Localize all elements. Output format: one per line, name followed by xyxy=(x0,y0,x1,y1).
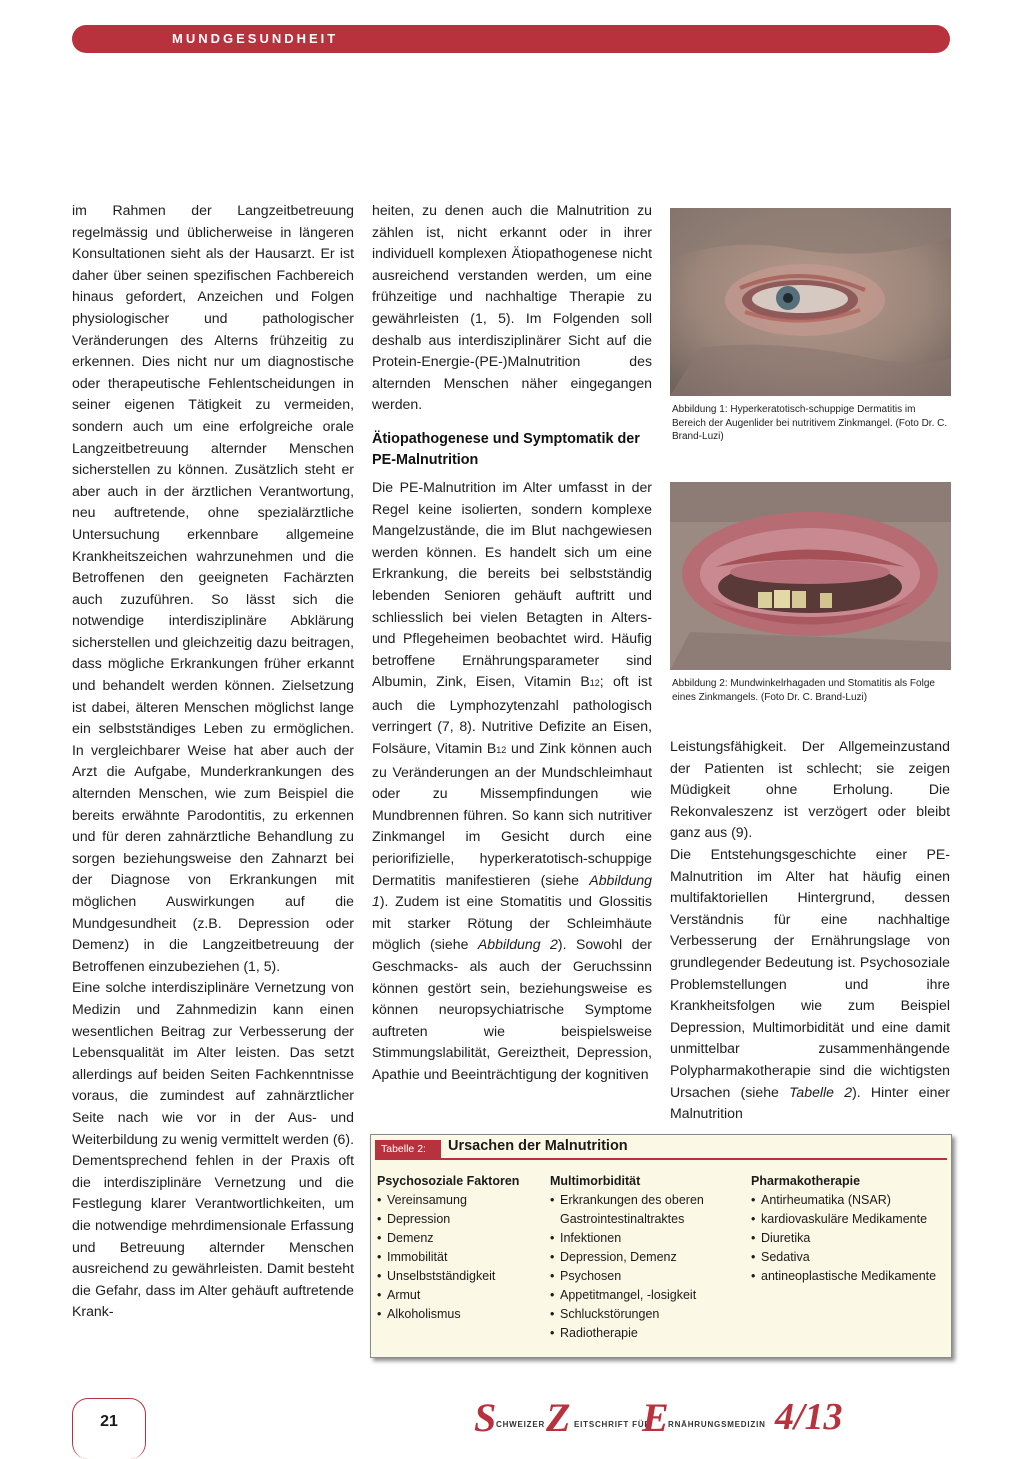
section-label: MUNDGESUNDHEIT xyxy=(172,31,339,46)
list-item: • kardiovaskuläre Medikamente xyxy=(751,1210,949,1229)
table-divider xyxy=(375,1158,947,1160)
list-item: • Erkrankungen des oberen Gastrointestinaltraktes xyxy=(550,1191,748,1229)
table-column-heading: Psychosoziale Faktoren xyxy=(377,1174,520,1188)
list-item: • Depression, Demenz xyxy=(550,1248,748,1267)
list-item: • Diuretika xyxy=(751,1229,949,1248)
paragraph: im Rahmen der Langzeitbetreuung regelmässig und üblicherweise in längeren Konsultationen sieht als der Hausarzt. Er ist daher über seinen spezifischen Fachbereich hinaus gefordert, Anzeichen und Folgen physiologischer und pathologischer Veränderungen des Alterns frühzeitig zu erkennen. Dies nicht nur um diagnostische oder therapeutische Fehlentscheidungen in seiner eigenen Tätigkeit zu vermeiden, sondern auch um eine erfolgreiche orale Langzeitbetreuung alternder Menschen sicherstellen zu können. Zusätzlich steht er aber auch in der ärztlichen Verantwortung, neu auftretende, ohne spezialärztliche Untersuchung erkennbare allgemeine Krankheitszeichen wahrzunehmen und die Betroffenen den geeigneten Fachärzten auch zuzuführen. So lässt sich die notwendige interdisziplinäre Abklärung sicherstellen und gleichzeitig dazu beitragen, dass mögliche Erkrankungen früher erkannt und behandelt werden können. Zielsetzung ist dabei, älteren Menschen möglichst lange ein selbstständiges Leben zu ermöglichen. In vergleichbarer Weise hat aber auch der Arzt die Aufgabe, Munderkrankungen des alternden Menschen, wie zum Beispiel die bereits erwähnte Parodontitis, zu erkennen und für deren zahnärztliche Behandlung zu sorgen beziehungsweise den Zahnarzt bei der Diagnose von Erkrankungen mit möglichen Auswirkungen auf die Mundgesundheit (z.B. Depression oder Demenz) in die Langzeitbetreuung der Betroffenen einzubeziehen (1, 5). xyxy=(72,202,354,974)
mouth-stomatitis-photo xyxy=(670,482,951,670)
table-column-psychosocial xyxy=(377,1172,547,1324)
table-column-multimorbidity xyxy=(550,1172,748,1343)
journal-initial: S xyxy=(474,1395,497,1440)
list-item: • Schluckstörungen xyxy=(550,1305,748,1324)
figure-1-photo xyxy=(670,208,951,396)
list-item: • Psychosen xyxy=(550,1267,748,1286)
page-number-box xyxy=(72,1398,146,1459)
figure-2-photo xyxy=(670,482,951,670)
eye-dermatitis-photo xyxy=(670,208,951,396)
figure-2-caption: Abbildung 2: Mundwinkelrhagaden und Stomatitis als Folge eines Zinkmangels. (Foto Dr. C. Brand-Luzi) xyxy=(672,678,935,703)
list-item: • Alkoholismus xyxy=(377,1305,547,1324)
table-column-heading: Multimorbidität xyxy=(550,1174,641,1188)
journal-initial: E xyxy=(642,1395,669,1440)
list-item: • Antirheumatika (NSAR) xyxy=(751,1191,949,1210)
figure-reference: Abbildung 1 xyxy=(372,871,652,910)
table-title: Ursachen der Malnutrition xyxy=(448,1138,628,1154)
paragraph: Die PE-Malnutrition im Alter umfasst in der Regel keine isolierten, sondern komplexe Mangelzustände, die im Blut nachgewiesen werden können. Es handelt sich um eine Erkrankung, die bereits bei selbstständig lebenden Senioren gehäuft auftritt und schliesslich bei vielen Betagten in Alters- und Pflegeheimen beobachtet wird. Häufig betroffene Ernährungsparameter sind Albumin, Zink, Eisen, Vitamin B12; oft ist auch die Lymphozytenzahl pathologisch verringert (7, 8). Nutritive Defizite an Eisen, Folsäure, Vitamin B12 und Zink können auch zu Veränderungen an der Mundschleimhaut oder zu Missempfindungen wie Mundbrennen führen. So kann sich nutritiver Zinkmangel im Gesicht durch eine periorifizielle, hyperkeratotisch-schuppige Dermatitis manifestieren (siehe Abbildung 1). Zudem ist eine Stomatitis und Glossitis mit starker Rötung der Schleimhäute möglich (siehe Abbildung 2). Sowohl der Geschmacks- als auch der Geruchssinn können gestört sein, beziehungsweise es können neuropsychiatrische Symptome auftreten wie beispielsweise Stimmungslabilität, Gereiztheit, Depression, Apathie und Beeinträchtigung der kognitiven xyxy=(372,478,652,1082)
section-header-bar xyxy=(72,25,950,53)
list-item: • antineoplastische Medikamente xyxy=(751,1267,949,1286)
paragraph: heiten, zu denen auch die Malnutrition zu zählen ist, nicht erkannt oder in ihrer individuell komplexen Ätiopathogenese nicht ausreichend verstanden werden, um eine frühzeitige und nachhaltige Therapie zu gewährleisten (1, 5). Im Folgenden soll deshalb aus interdisziplinärer Sicht auf die Protein-Energie-(PE-)Malnutrition des alternden Menschen näher eingegangen werden. xyxy=(372,202,652,413)
list-item: • Demenz xyxy=(377,1229,547,1248)
issue-number: 4/13 xyxy=(775,1396,843,1438)
list-item: • Unselbstständigkeit xyxy=(377,1267,547,1286)
table-2 xyxy=(370,1134,952,1358)
figure-1-caption: Abbildung 1: Hyperkeratotisch-schuppige Dermatitis im Bereich der Augenlider bei nutritivem Zinkmangel. (Foto Dr. C. Brand-Luzi) xyxy=(672,404,948,442)
list-item: • Depression xyxy=(377,1210,547,1229)
journal-word: RNÄHRUNGSMEDIZIN xyxy=(668,1420,766,1429)
list-item: • Sedativa xyxy=(751,1248,949,1267)
section-heading: Ätiopathogenese und Symptomatik der PE-Malnutrition xyxy=(372,430,640,468)
list-item: • Armut xyxy=(377,1286,547,1305)
journal-initial: Z xyxy=(546,1395,571,1440)
journal-word: CHWEIZER xyxy=(496,1420,546,1429)
list-item: • Infektionen xyxy=(550,1229,748,1248)
paragraph: Eine solche interdisziplinäre Vernetzung von Medizin und Zahnmedizin kann einen wesentlichen Beitrag zur Verbesserung der Lebensqualität im Alter leisten. Das setzt allerdings auf beiden Seiten Fachkenntnisse voraus, die zumindest auf zahnärztlicher Seite nach wie vor in der Aus- und Weiterbildung zu wenig vermittelt werden (6). Dementsprechend fehlen in der Praxis oft die interdisziplinäre Vernetzung und die Festlegung klarer Verantwortlichkeiten, um die notwendige mehrdimensionale Erfassung und Betreuung alternder Menschen ausreichend zu gewährleisten. Damit besteht die Gefahr, dass im Alter gehäuft auftretende Krank- xyxy=(72,979,354,1320)
text-column-3 xyxy=(670,736,950,1125)
list-item: • Vereinsamung xyxy=(377,1191,547,1210)
page-number: 21 xyxy=(100,1413,118,1430)
table-tag: Tabelle 2: xyxy=(375,1140,441,1158)
text-column-2 xyxy=(372,200,652,1086)
text-column-1 xyxy=(72,200,354,1323)
journal-word: EITSCHRIFT FÜR xyxy=(574,1420,651,1429)
table-column-heading: Pharmakotherapie xyxy=(751,1174,861,1188)
list-item: • Radiotherapie xyxy=(550,1324,748,1343)
list-item: • Immobilität xyxy=(377,1248,547,1267)
figure-reference: Abbildung 2 xyxy=(477,936,558,953)
table-reference: Tabelle 2 xyxy=(789,1083,853,1100)
list-item: • Appetitmangel, -losigkeit xyxy=(550,1286,748,1305)
paragraph: Die Entstehungsgeschichte einer PE-Malnutrition im Alter hat häufig einen multifaktoriellen Hintergrund, dessen Verständnis für eine nachhaltige Verbesserung der Ernährungslage von grundlegender Bedeutung ist. Psychosoziale Problemstellungen und ihre Krankheitsfolgen wie zum Beispiel Depression, Multimorbidität und eine damit unmittelbar zusammenhängende Polypharmakotherapie sind die wichtigsten Ursachen (siehe Tabelle 2). Hinter einer Malnutrition xyxy=(670,845,950,1122)
table-column-pharmacotherapy xyxy=(751,1172,949,1286)
paragraph: Leistungsfähigkeit. Der Allgemeinzustand der Patienten ist schlecht; sie zeigen Müdigkeit ohne Erholung. Die Rekonvaleszenz ist verzögert oder bleibt ganz aus (9). xyxy=(670,738,950,841)
